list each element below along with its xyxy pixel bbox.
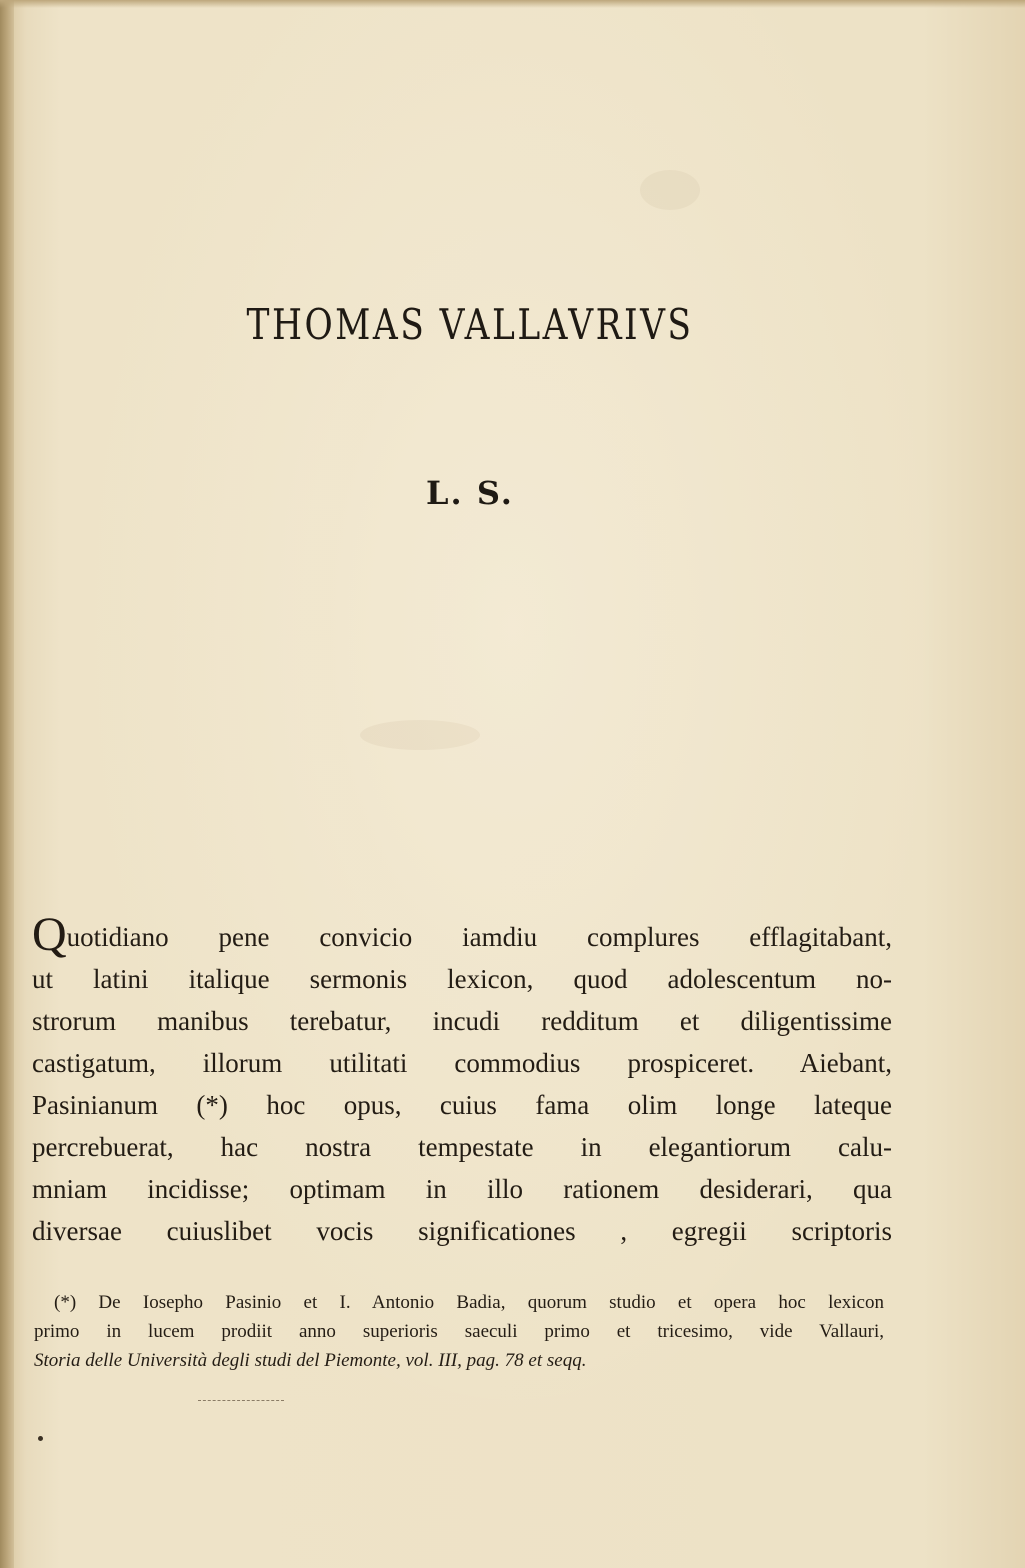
body-line: percrebuerat, hac nostra tempestate in elegantiorum calu-: [32, 1132, 892, 1162]
body-line: strorum manibus terebatur, incudi redditum et diligentissime: [32, 1006, 892, 1036]
body-line: ut latini italique sermonis lexicon, quod adolescentum no-: [32, 964, 892, 994]
page-subtitle: L. S.: [426, 474, 514, 512]
footnote-line: Storia delle Università degli studi del Piemonte, vol. III, pag. 78 et seqq.: [34, 1350, 587, 1371]
footnote-line: (*) De Iosepho Pasinio et I. Antonio Badia, quorum studio et opera hoc lexicon: [54, 1292, 884, 1313]
page-title: THOMAS VALLAVRIVS: [246, 300, 694, 349]
body-line: [32, 908, 892, 961]
page-spine-edge: [0, 0, 14, 1568]
footnote-end-rule: [198, 1400, 284, 1402]
ink-dot: [38, 1436, 43, 1441]
paper-stain: [360, 720, 480, 750]
body-line: castigatum, illorum utilitati commodius prospiceret. Aiebant,: [32, 1048, 892, 1078]
footnote-line: primo in lucem prodiit anno superioris saeculi primo et tricesimo, vide Vallauri,: [34, 1321, 884, 1342]
paper-stain: [640, 170, 700, 210]
page-top-edge: [0, 0, 1025, 8]
body-line: mniam incidisse; optimam in illo rationem desiderari, qua: [32, 1174, 892, 1204]
body-paragraph: [32, 908, 892, 1252]
footnote: [34, 1288, 884, 1375]
body-line-text: uotidiano pene convicio iamdiu complures efflagitabant,: [66, 922, 892, 952]
body-line: diversae cuiuslibet vocis significationes , egregii scriptoris: [32, 1216, 892, 1246]
drop-cap: Q: [32, 908, 67, 961]
body-line: Pasinianum (*) hoc opus, cuius fama olim longe lateque: [32, 1090, 892, 1120]
